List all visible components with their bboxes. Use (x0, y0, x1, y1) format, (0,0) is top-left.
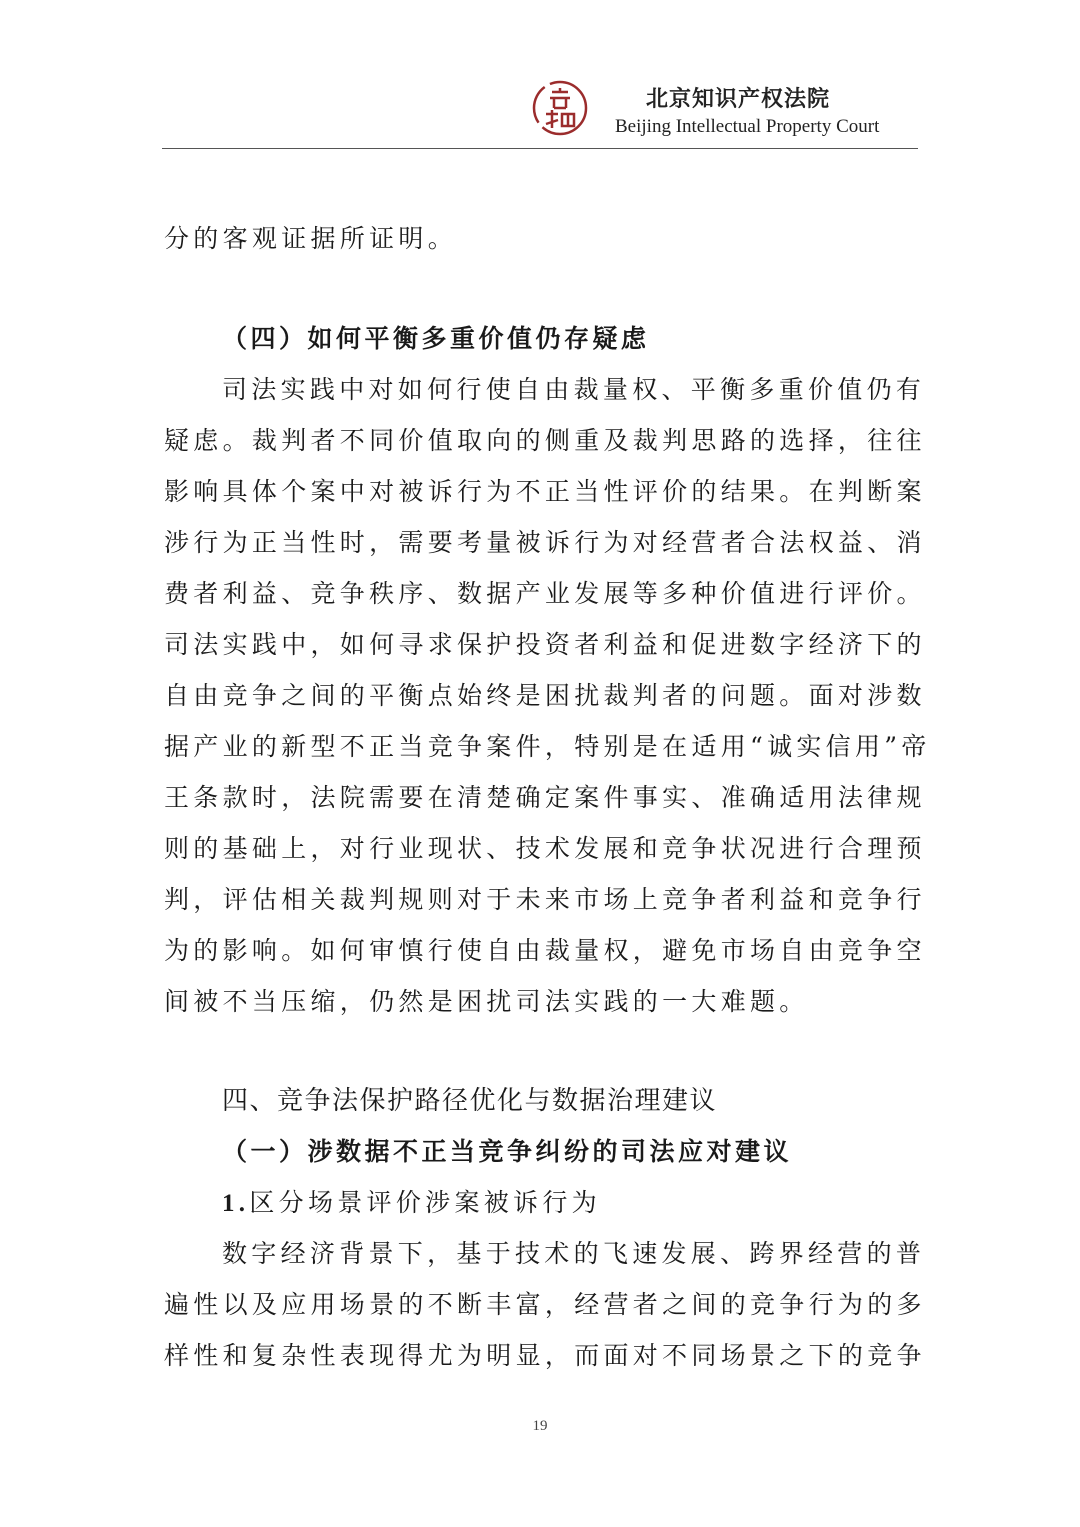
section-heading-4: 四、竞争法保护路径优化与数据治理建议 (222, 1086, 718, 1116)
page-number: 19 (532, 1418, 548, 1434)
paragraph-line: 则的基础上，对行业现状、技术发展和竞争状况进行合理预 (164, 834, 926, 863)
page-header (162, 70, 918, 149)
paragraph-line: 数字经济背景下，基于技术的飞速发展、跨界经营的普 (222, 1239, 926, 1268)
paragraph-line: 样性和复杂性表现得尤为明显，而面对不同场景之下的竞争 (164, 1341, 926, 1370)
paragraph-line: 王条款时，法院需要在清楚确定案件事实、准确适用法律规 (164, 783, 926, 812)
text-line: 分的客观证据所证明。 (164, 224, 458, 253)
paragraph-line: 判，评估相关裁判规则对于未来市场上竞争者利益和竞争行 (164, 885, 926, 914)
court-name-chinese: 北京知识产权法院 (646, 87, 831, 112)
paragraph-line: 费者利益、竞争秩序、数据产业发展等多种价值进行评价。 (164, 579, 926, 608)
paragraph-line: 自由竞争之间的平衡点始终是困扰裁判者的问题。面对涉数 (164, 681, 926, 710)
paragraph-line: 疑虑。裁判者不同价值取向的侧重及裁判思路的选择，往往 (164, 426, 926, 455)
subsection-heading-1: （一）涉数据不正当竞争纠纷的司法应对建议 (222, 1137, 793, 1166)
heading-section-4-subsection: （四）如何平衡多重价值仍存疑虑 (222, 324, 650, 353)
court-seal-logo (530, 78, 590, 138)
subsubsection-heading-1: 1.区分场景评价涉案被诉行为 (222, 1188, 601, 1217)
paragraph-line: 涉行为正当性时，需要考量被诉行为对经营者合法权益、消 (164, 528, 926, 557)
paragraph-line: 据产业的新型不正当竞争案件，特别是在适用“诚实信用”帝 (164, 732, 931, 761)
paragraph-line: 司法实践中对如何行使自由裁量权、平衡多重价值仍有 (222, 375, 926, 404)
subsubsection-heading-text: 区分场景评价涉案被诉行为 (249, 1188, 601, 1217)
paragraph-line: 影响具体个案中对被诉行为不正当性评价的结果。在判断案 (164, 477, 926, 506)
court-name-english: Beijing Intellectual Property Court (615, 116, 880, 137)
paragraph-line: 司法实践中，如何寻求保护投资者利益和促进数字经济下的 (164, 630, 926, 659)
paragraph-line: 间被不当压缩，仍然是困扰司法实践的一大难题。 (164, 987, 809, 1016)
paragraph-line: 遍性以及应用场景的不断丰富，经营者之间的竞争行为的多 (164, 1290, 926, 1319)
paragraph-line: 为的影响。如何审慎行使自由裁量权，避免市场自由竞争空 (164, 936, 926, 965)
